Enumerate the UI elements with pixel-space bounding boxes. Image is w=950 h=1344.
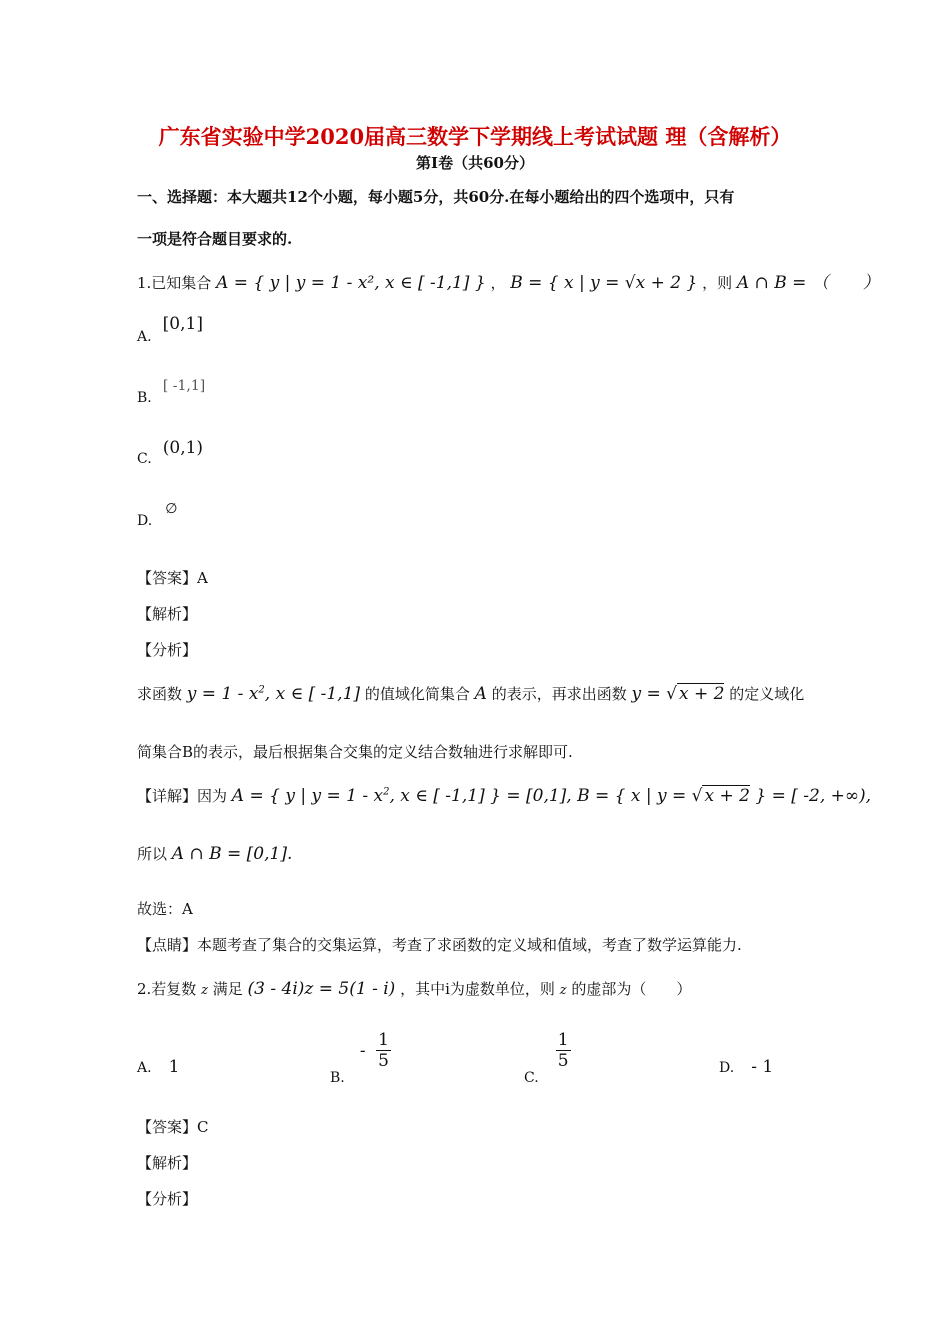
- q1-conclusion: [137, 843, 292, 864]
- option-value: -: [359, 1040, 371, 1061]
- document-title: 广东省实验中学2020届高三数学下学期线上考试试题 理（含解析）: [158, 124, 792, 149]
- q1-ask: A ∩ B = （ ）: [736, 273, 880, 293]
- q1-fenxi-tag: 【分析】: [137, 641, 198, 659]
- q1-fenxi-line2: 简集合B的表示，最后根据集合交集的定义结合数轴进行求解即可.: [137, 743, 573, 761]
- text-fragment: 所以: [137, 845, 168, 863]
- q2-stem: [137, 978, 691, 999]
- q2-option-b: [330, 1030, 391, 1086]
- text-fragment: 的值域化简集合: [364, 685, 470, 703]
- option-label: D.: [137, 513, 153, 529]
- q1-stem: [137, 268, 880, 293]
- text-fragment: 【详解】因为: [137, 787, 228, 805]
- math-equation: (3 - 4i)z = 5(1 - i): [247, 979, 396, 999]
- option-label: D.: [719, 1060, 735, 1076]
- text-fragment: 的表示，再求出函数: [491, 685, 627, 703]
- q1-suffix: ，则: [702, 274, 733, 292]
- q1-comment: 【点睛】本题考查了集合的交集运算，考查了求函数的定义域和值域，考查了数学运算能力.: [137, 936, 742, 954]
- q1-set-b: B = { x | y = √x + 2 }: [510, 273, 698, 293]
- q1-detail: [137, 785, 871, 806]
- text-fragment: 的定义域化: [729, 685, 805, 703]
- q1-answer: 【答案】A: [137, 569, 208, 587]
- option-label: B.: [137, 390, 152, 406]
- text-fragment: 的虚部为（ ）: [571, 980, 692, 998]
- section-heading-line1: 一、选择题：本大题共12个小题，每小题5分，共60分.在每小题给出的四个选项中，只有: [137, 188, 735, 206]
- section-heading-line2: 一项是符合题目要求的.: [137, 230, 293, 248]
- q2-analysis-tag: 【解析】: [137, 1154, 198, 1172]
- text-fragment: 满足: [212, 980, 243, 998]
- q1-option-a: [137, 314, 203, 346]
- math-var-a: A: [474, 684, 487, 704]
- option-label: C.: [524, 1070, 539, 1086]
- q2-option-d: [719, 1057, 773, 1077]
- option-value: [ -1,1]: [162, 378, 206, 394]
- option-fraction: $\frac{1}{5}$: [557, 1030, 569, 1071]
- q2-fenxi-tag: 【分析】: [137, 1190, 198, 1208]
- option-label: B.: [330, 1070, 345, 1086]
- option-label: C.: [137, 451, 152, 467]
- option-fraction: $\frac{1}{5}$: [378, 1030, 389, 1071]
- q1-prefix: 1.已知集合: [137, 274, 212, 292]
- math-detail: A = { y | $y = 1 - x^2$, x ∈ [ -1,1] } = [0,1], B = { x | y = √ x + 2 } = [ -2, +∞),: [231, 786, 872, 806]
- q2-answer: 【答案】C: [137, 1118, 209, 1136]
- math-var-z: z: [201, 983, 208, 998]
- math-var-z: z: [559, 983, 567, 998]
- option-value: - 1: [751, 1057, 774, 1077]
- math-function: $y = 1 - x^2$, x ∈ [ -1,1]: [186, 684, 361, 704]
- option-value: (0,1): [162, 438, 204, 458]
- math-function-2: y = √ x + 2: [631, 684, 725, 704]
- text-fragment: ，其中i为虚数单位，则: [400, 980, 555, 998]
- section-subtitle: 第Ⅰ卷（共60分）: [416, 154, 534, 172]
- q2-option-c: [524, 1030, 571, 1086]
- text-fragment: 求函数: [137, 685, 183, 703]
- math-result: A ∩ B = [0,1].: [171, 844, 293, 864]
- q1-analysis-tag: 【解析】: [137, 605, 198, 623]
- option-label: A.: [137, 329, 152, 345]
- option-label: A.: [137, 1060, 152, 1076]
- q2-option-a: [137, 1057, 179, 1077]
- q1-fenxi-line1: [137, 683, 804, 704]
- option-value: [0,1]: [162, 314, 203, 334]
- q1-set-a: A = { y | y = 1 - x², x ∈ [ -1,1] }: [216, 273, 486, 293]
- q1-comma: ，: [490, 274, 506, 292]
- q1-choose: 故选：A: [137, 900, 193, 918]
- option-value: ∅: [165, 501, 178, 517]
- q1-option-d: [137, 501, 178, 529]
- q1-option-b: [137, 378, 206, 406]
- text-fragment: 2.若复数: [137, 980, 197, 998]
- option-value: 1: [168, 1057, 180, 1077]
- q1-option-c: [137, 438, 204, 468]
